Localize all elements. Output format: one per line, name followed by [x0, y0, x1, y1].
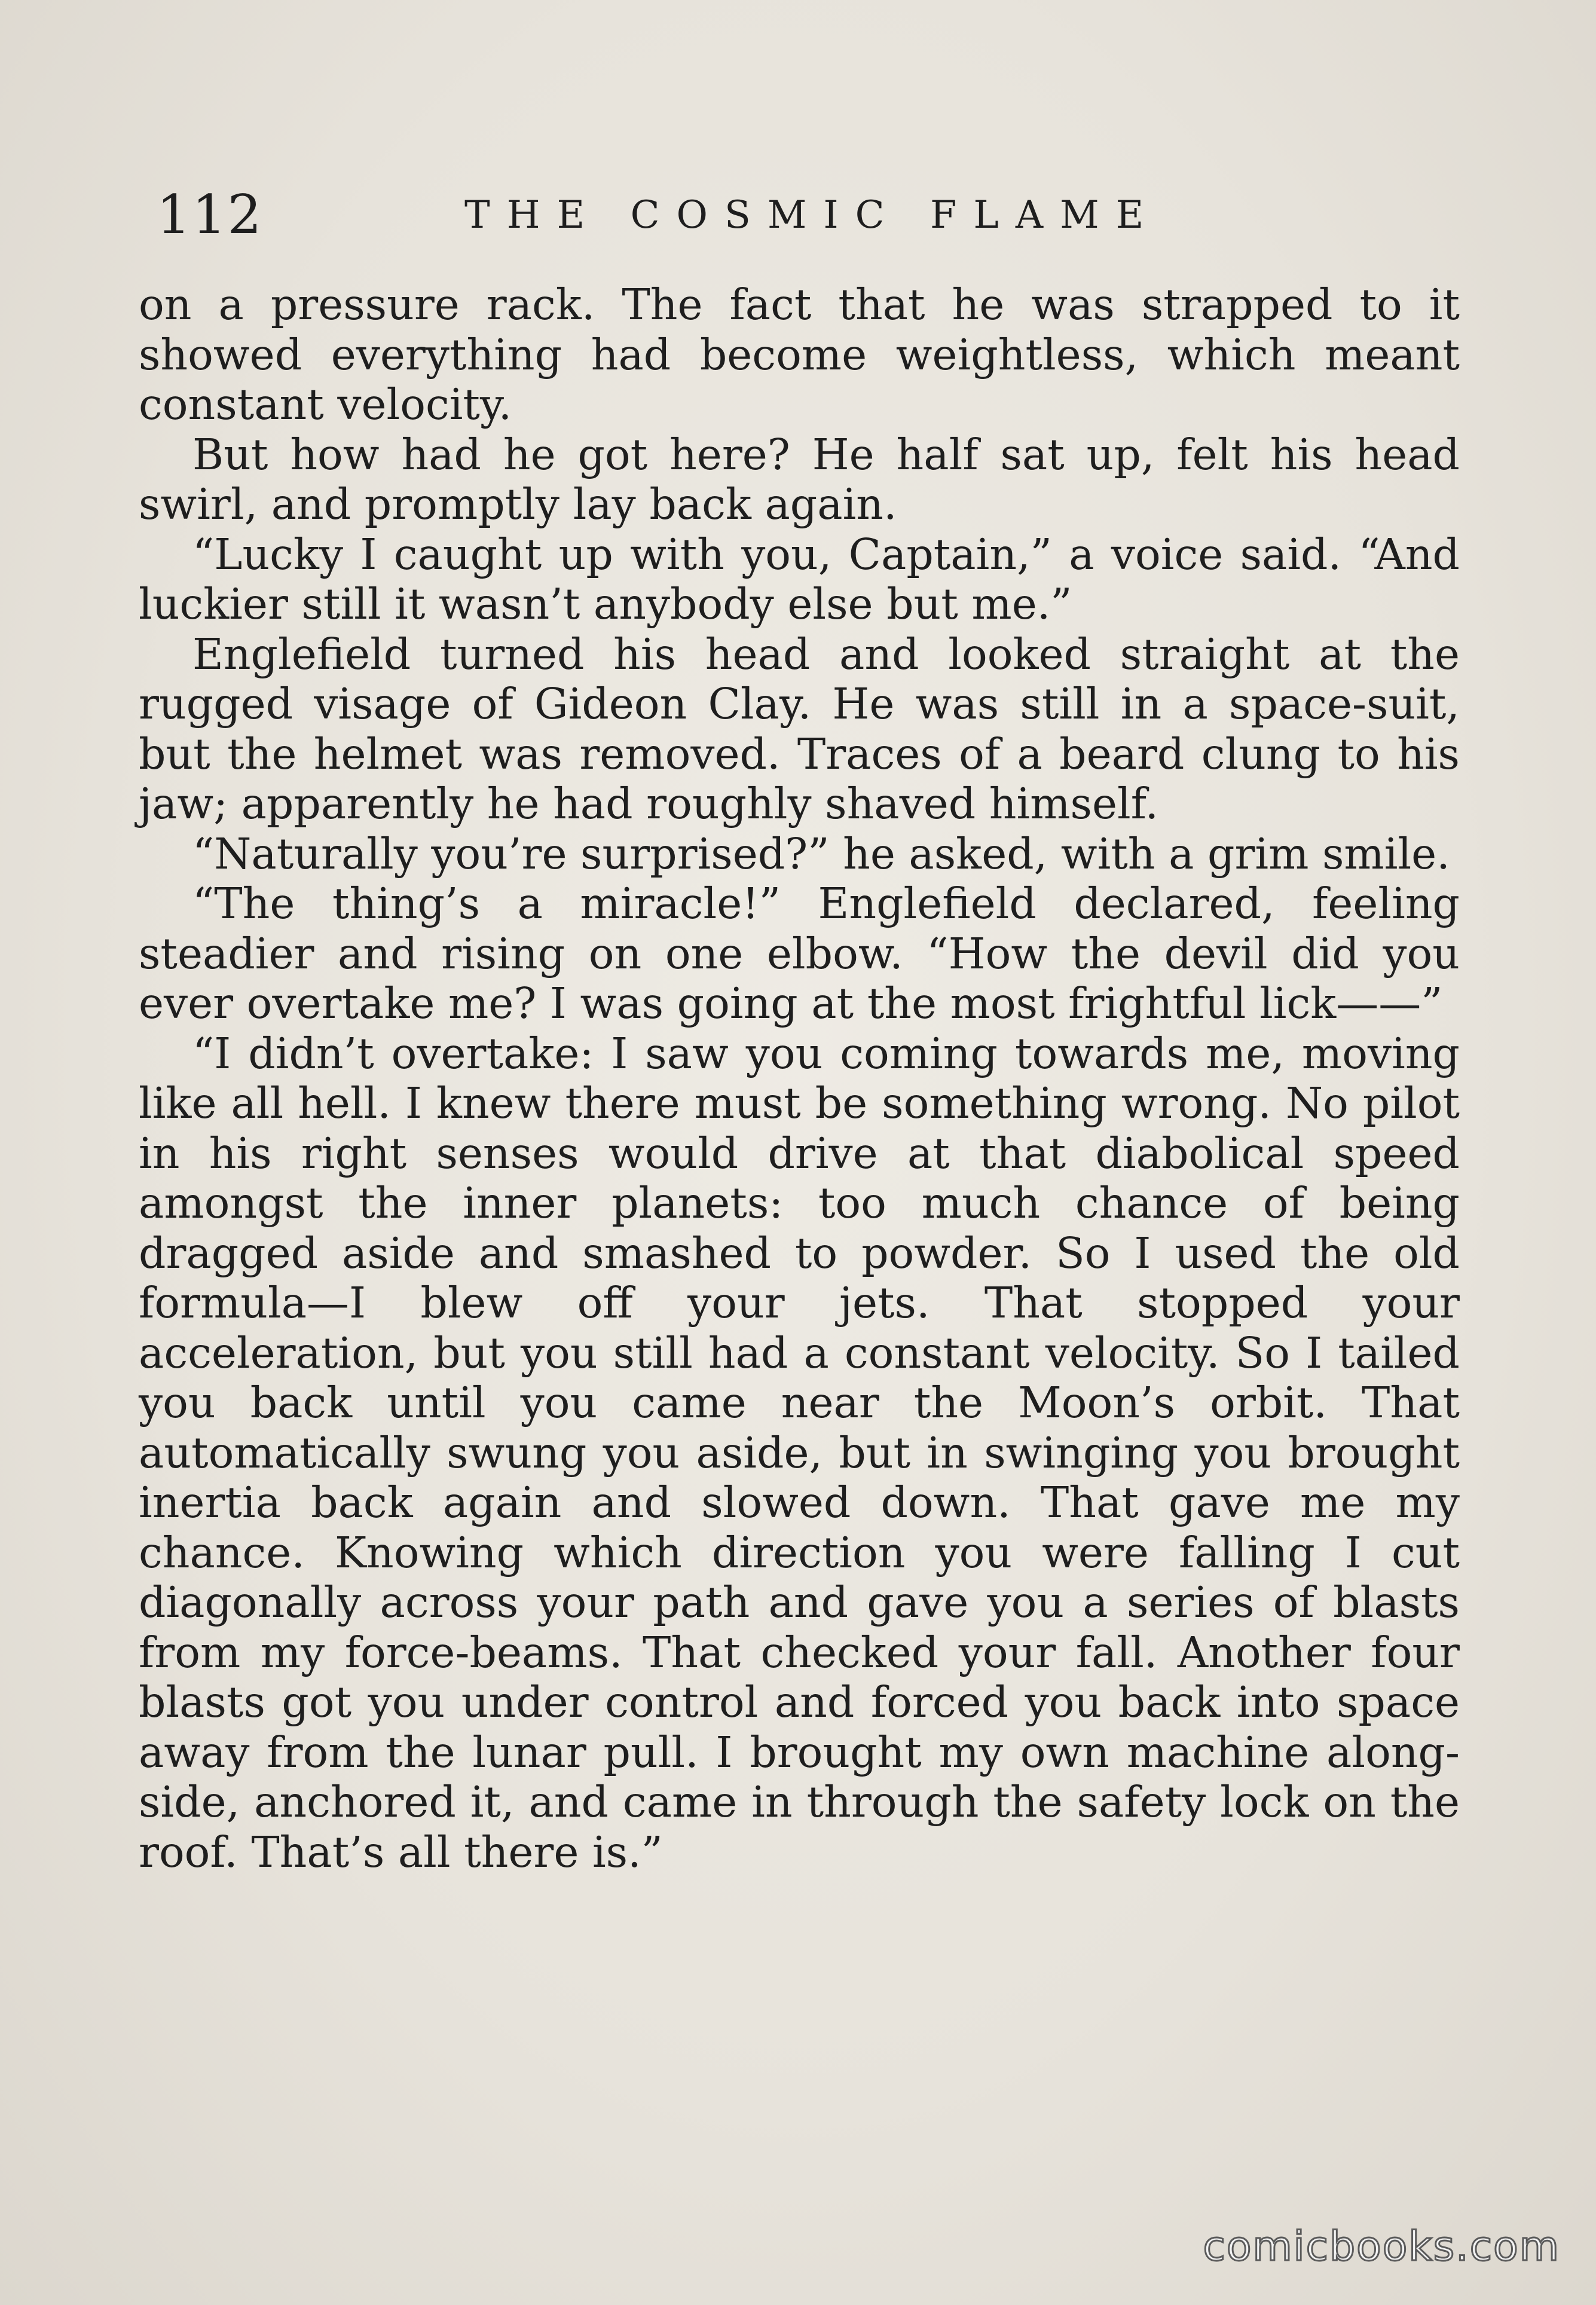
page-header	[157, 179, 1460, 251]
paragraph: on a pressure rack. The fact that he was strapped to it showed everything had become weightless, which meant constant velocity.	[139, 280, 1460, 429]
watermark-logo: comicbooks.com	[1203, 2223, 1560, 2270]
paragraph: “Naturally you’re surprised?” he asked, with a grim smile.	[192, 829, 1450, 879]
paragraph: “I didn’t overtake: I saw you coming towards me, moving like all hell. I knew there must be something wrong. No pilot in his right senses would drive at that diabolical speed amongst the inner planets: too much chance of being dragged aside and smashed to powder. So I used the old formula—I blew off your jets. That stopped your acceleration, but you still had a constant velocity. So I tailed you back until you came near the Moon’s orbit. That automatically swung you aside, but in swinging you brought inertia back again and slowed down. That gave me my chance. Knowing which direction you were falling I cut diagonally across your path and gave you a series of blasts from my force-beams. That checked your fall. Another four blasts got you under control and forced you back into space away from the lunar pull. I brought my own machine along-side, anchored it, and came in through the safety lock on the roof. That’s all there is.”	[139, 1028, 1460, 1877]
paragraph: Englefield turned his head and looked straight at the rugged visage of Gideon Clay. He was still in a space-suit, but the helmet was removed. Traces of a beard clung to his jaw; apparently he had roughly shaved himself.	[139, 629, 1460, 829]
running-title: THE COSMIC FLAME	[464, 193, 1161, 237]
paragraph: “Lucky I caught up with you, Captain,” a voice said. “And luckier still it wasn’t anybody else but me.”	[139, 529, 1460, 629]
paragraph: “The thing’s a miracle!” Englefield declared, feeling steadier and rising on one elbow. “How the devil did you ever overtake me? I was going at the most frightful lick——”	[139, 879, 1460, 1028]
page-number: 112	[157, 184, 263, 246]
body-text	[139, 280, 1460, 1877]
paragraph: But how had he got here? He half sat up, felt his head swirl, and promptly lay back again.	[139, 429, 1460, 529]
